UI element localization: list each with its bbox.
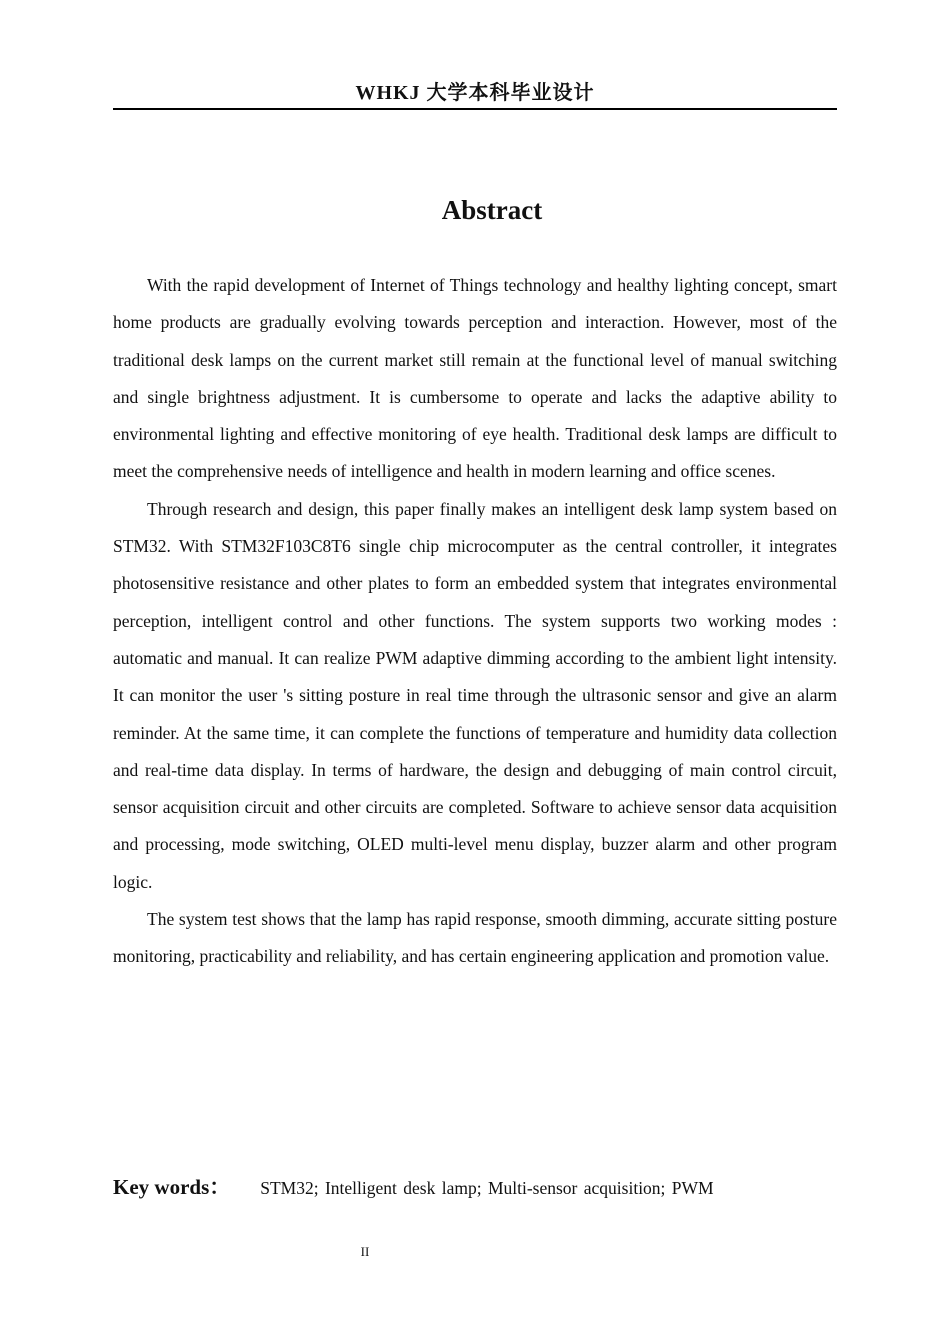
- abstract-body: [113, 267, 837, 976]
- page-number: II: [360, 1244, 370, 1259]
- abstract-title: Abstract: [441, 195, 543, 225]
- keywords-value: STM32; Intelligent desk lamp; Multi-sensor acquisition; PWM: [260, 1178, 714, 1198]
- header-text: WHKJ 大学本科毕业设计: [355, 82, 595, 104]
- abstract-paragraph-2: Through research and design, this paper finally makes an intelligent desk lamp system based on STM32. With STM32F103C8T6 single chip microcomputer as the central controller, it integrates photosensitive resistance and other plates to form an embedded system that integrates environmental perception, intelligent control and other functions. The system supports two working modes : automatic and manual. It can realize PWM adaptive dimming according to the ambient light intensity. It can monitor the user 's sitting posture in real time through the ultrasonic sensor and give an alarm reminder. At the same time, it can complete the functions of temperature and humidity data collection and real-time data display. In terms of hardware, the design and debugging of main control circuit, sensor acquisition circuit and other circuits are completed. Software to achieve sensor data acquisition and processing, mode switching, OLED multi-level menu display, buzzer alarm and other program logic.: [113, 498, 837, 892]
- abstract-paragraph-3: The system test shows that the lamp has rapid response, smooth dimming, accurate sitting posture monitoring, practicability and reliability, and has certain engineering application and promotion value.: [113, 909, 837, 967]
- keywords-label: Key words：: [113, 1175, 231, 1199]
- page-header: [113, 80, 837, 110]
- abstract-paragraph-1: With the rapid development of Internet of Things technology and healthy lighting concept, smart home products are gradually evolving towards perception and interaction. However, most of the traditional desk lamps on the current market still remain at the functional level of manual switching and single brightness adjustment. It is cumbersome to operate and lacks the adaptive ability to environmental lighting and effective monitoring of eye health. Traditional desk lamps are difficult to meet the comprehensive needs of intelligence and health in modern learning and office scenes.: [113, 275, 837, 482]
- keywords-line: [113, 1172, 837, 1203]
